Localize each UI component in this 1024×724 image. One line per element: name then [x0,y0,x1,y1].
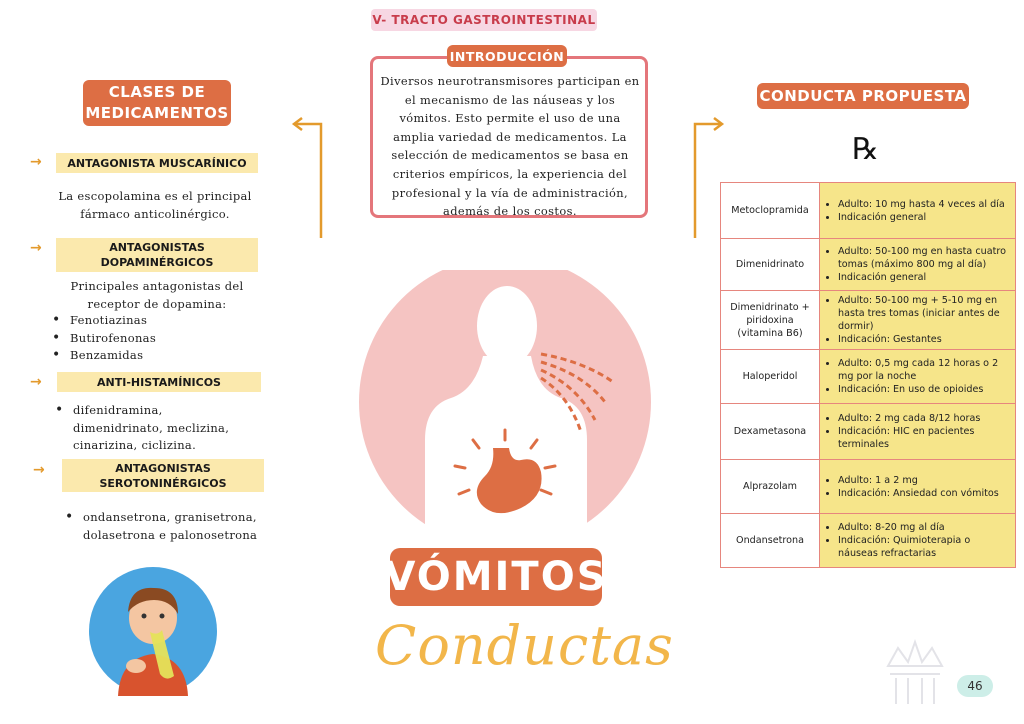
serotonergic-line1: • ondansetrona, granisetrona, [83,510,257,524]
table-row [721,460,1016,514]
drug-info [820,514,1016,568]
list-item: • Benzamidas [52,347,252,365]
main-subtitle: Conductas [375,614,674,677]
list-item: • Fenotiazinas [52,312,252,330]
indication-line: • Indicación general [838,271,1011,284]
drug-info [820,404,1016,460]
classes-heading-line1: CLASES DE [108,83,206,101]
drug-name: Haloperidol [721,350,820,404]
drug-info [820,239,1016,291]
table-row [721,404,1016,460]
drug-info [820,291,1016,350]
drug-name: Alprazolam [721,460,820,514]
dose-line: • Adulto: 50-100 mg + 5-10 mg en hasta tres tomas (iniciar antes de dormir) [838,294,1011,333]
indication-line: • Indicación: Ansiedad con vómitos [838,487,1011,500]
indication-line: • Indicación general [838,211,1011,224]
dose-line: • Adulto: 10 mg hasta 4 veces al día [838,198,1011,211]
serotonergic-heading-line2: SEROTONINÉRGICOS [99,476,227,490]
crown-watermark-icon [882,636,948,708]
list-item: • Butirofenonas [52,330,252,348]
antihistamine-heading: ANTI-HISTAMÍNICOS [57,372,261,392]
indication-line: • Indicación: En uso de opioides [838,383,1011,396]
dose-line: • Adulto: 2 mg cada 8/12 horas [838,412,1011,425]
dopaminergic-text-line1: Principales antagonistas del [70,279,244,293]
serotonergic-heading-line1: ANTAGONISTAS [115,461,211,475]
serotonergic-line2: dolasetrona e palonosetrona [83,527,258,542]
left-connector-arrow [288,116,328,244]
dose-line: • Adulto: 8-20 mg al día [838,521,1011,534]
dopaminergic-heading-line2: DOPAMINÉRGICOS [100,256,214,269]
drug-name: Dexametasona [721,404,820,460]
classes-heading [83,80,231,126]
classes-heading-line2: MEDICAMENTOS [85,104,229,122]
dopaminergic-heading-line1: ANTAGONISTAS [109,241,205,254]
muscarinic-text-line1: La escopolamina es el principal [58,189,252,203]
rx-icon: ℞ [852,132,879,167]
dose-line: • Adulto: 0,5 mg cada 12 horas o 2 mg por la noche [838,357,1011,383]
arrow-right-icon: → [30,240,42,256]
main-title: VÓMITOS [390,548,602,606]
muscarinic-heading: ANTAGONISTA MUSCARÍNICO [56,153,258,173]
dopaminergic-text-line2: receptor de dopamina: [87,297,227,311]
table-row [721,514,1016,568]
muscarinic-text [30,187,280,223]
dopaminergic-list [52,312,252,365]
muscarinic-text-line2: fármaco anticolinérgico. [80,207,230,221]
list-item [65,509,295,544]
list-item [55,402,285,455]
drug-info [820,460,1016,514]
antihistamine-list [55,402,285,455]
section-title: V- TRACTO GASTROINTESTINAL [371,9,597,31]
indication-line: • Indicación: HIC en pacientes terminales [838,425,1011,451]
dose-line: • Adulto: 50-100 mg en hasta cuatro tomas (máximo 800 mg al día) [838,245,1011,271]
table-row [721,291,1016,350]
table-row [721,239,1016,291]
arrow-right-icon: → [30,374,42,390]
table-row [721,350,1016,404]
sick-child-illustration [88,566,218,696]
antihistamine-line2: dimenidrinato, meclizina, [73,420,230,435]
drug-info [820,183,1016,239]
intro-text: Diversos neurotransmisores participan en el mecanismo de las náuseas y los vómitos. Esto permite el uso de una amplia variedad de medicamentos. La selección de medicamentos se basa en criterios empíricos, la experiencia del profesional y la vía de administración, además de los costos. [380,74,640,219]
proposed-conduct-heading: CONDUCTA PROPUESTA [757,83,969,109]
drug-name: Dimenidrinato + piridoxina (vitamina B6) [721,291,820,350]
serotonergic-heading [62,459,264,492]
intro-heading: INTRODUCCIÓN [447,45,567,67]
drug-name: Metoclopramida [721,183,820,239]
dose-line: • Adulto: 1 a 2 mg [838,474,1011,487]
serotonergic-list [65,509,295,544]
antihistamine-line3: cinarizina, ciclizina. [73,438,197,452]
stomach-person-illustration [355,270,655,550]
arrow-right-icon: → [33,462,45,478]
dopaminergic-text [30,277,284,313]
dopaminergic-heading [56,238,258,272]
medication-table [720,182,1016,568]
drug-name: Dimenidrinato [721,239,820,291]
drug-name: Ondansetrona [721,514,820,568]
page-number: 46 [957,675,993,697]
antihistamine-line1: • difenidramina, [73,403,163,417]
indication-line: • Indicación: Quimioterapia o náuseas refractarias [838,534,1011,560]
indication-line: • Indicación: Gestantes [838,333,1011,346]
table-row [721,183,1016,239]
arrow-right-icon: → [30,154,42,170]
drug-info [820,350,1016,404]
